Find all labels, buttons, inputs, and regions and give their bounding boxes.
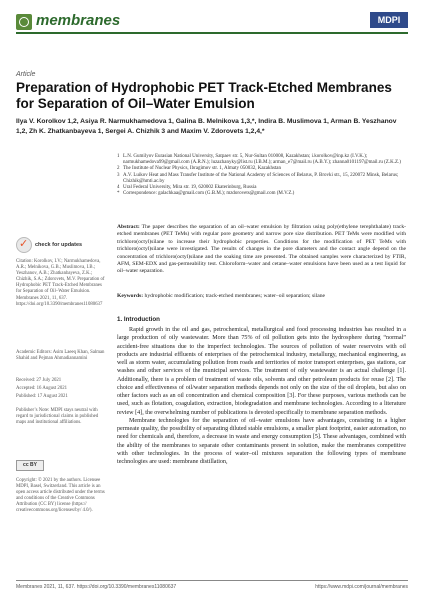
footer-url[interactable]: https://www.mdpi.com/journal/membranes [315, 584, 408, 590]
paragraph: Membrane technologies for the separation of oil–water emulsions have advantages, consisting in a higher permeate quality, the possibility of separating diluted stable emulsions, a smaller plant footprint, easier automation, no need for chemicals and, therefore, a decrease in waste and energy consumption [5]. These advantages, combined with the ability of the membranes to separate other contaminants present in solution, make the membranes competitive with other technologies. In the process of water–oil mixtures separation the following types of membrane technologies are used: membrane distillation, [117, 417, 406, 465]
correspondence: * Correspondence: galachkaa@gmail.com (G.B.M.); mzdorovets@gmail.com (M.V.Z.) [117, 191, 295, 197]
footer-citation: Membranes 2021, 11, 637. https://doi.org/10.3390/membranes11080637 [16, 584, 177, 590]
copyright: Copyright: © 2021 by the authors. Licensee MDPI, Basel, Switzerland. This article is an open access article distributed under the terms and conditions of the Creative Commons Attribution (CC BY) license (https:// creativecommons.org/licenses/by/ 4.0/). [16, 478, 105, 514]
check-icon [16, 237, 32, 253]
accepted-date: Accepted: 16 August 2021 [16, 386, 68, 391]
abstract [117, 224, 406, 276]
header-rule [16, 32, 408, 34]
article-type: Article [16, 71, 36, 78]
received-date: Received: 27 July 2021 [16, 378, 62, 383]
abstract-text: The paper describes the separation of an oil–water emulsion by filtration using poly(ethylene terephthalate) track-etched membranes (PET TeMs) with regular pore geometry and narrow pore size distribution. PET TeMs were modified with trichloro(octyl)silane to increase their hydrophobic properties. Conditions for the modification of PET TeMs with trichloro(octyl)silane were investigated. The results of changes in the pore diameters and the contact angle depend on the concentration of trichloro(octyl)silane and the soaking time are presented. The obtained samples were characterized by FTIR, AFM, SEM-EDX and gas-permeability test. Chloroform–water and cetane–water emulsions have been used as a test liquid for oil–water separation. [117, 224, 406, 275]
paragraph: Rapid growth in the oil and gas, petrochemical, metallurgical and food processing industries has resulted in a large production of oily wastewater. More than 75% of oil pollution gets into the hydrosphere during “normal” accident-free situations due to the imperfect technologies. The sources of pollution of water reservoirs with oil products are industrial effluents of enterprises of the petrochemical industry, metallurgy, mechanical engineering, as well as storm water, accumulating pollution from roads and territories of motor transport enterprises, gas stations, car washes and other services of the municipal services. The treatment of oily wastewater is an actual challenge [1]. Additionally, there is a problem of treatment of waste oils, solvents and other petroleum products for reuse [2]. The choice and effectiveness of oil/water separation methods depends not only on the size of the oil droplets, but also on other factors such as an oil concentration and chemical composition [3]. For these purposes, various methods can be used, such as flotation, coagulation, extraction, biodegradation and membrane technologies. According to a literature review [4], the overwhelming number of publications is devoted specifically to membrane separation methods. [117, 327, 406, 416]
cc-license-badge: cc BY [16, 460, 44, 471]
check-updates-button[interactable] [16, 237, 82, 253]
section-heading: 1. Introduction [117, 316, 160, 323]
author-list: Ilya V. Korolkov 1,2, Asiya R. Narmukhamedova 1, Galina B. Melnikova 1,3,*, Indira B. Muslimova 1, Arman B. Yeszhanov 1,2, Zh K. Zhatkanbayeva 1, Sergei A. Chizhik 3 and Maxim V. Zdorovets 1,2,4,* [16, 118, 397, 135]
paper-title: Preparation of Hydrophobic PET Track-Etched Membranes for Separation of Oil–Water Emulsion [16, 80, 392, 111]
body-text [117, 326, 406, 466]
academic-editors: Academic Editors: Asim Laeeq Khan, Salman Shahid and Pejman Ahmadiannamini [16, 350, 105, 362]
citation: Citation: Korolkov, I.V.; Narmukhamedova, A.R.; Melnikova, G.B.; Muslimova, I.B.; Yeszhanov, A.B.; Zhatkanbayeva, Z.K.; Chizhik, S.A.; Zdorovets, M.V. Preparation of Hydrophobic PET Track-Etched Membranes for Separation of Oil–Water Emulsion. Membranes 2021, 11, 637. https://doi.org/10.3390/membranes11080637 [16, 259, 105, 307]
keywords-text: hydrophobic modification; track-etched membranes; water–oil separation; silane [144, 293, 326, 299]
publisher-note: Publisher’s Note: MDPI stays neutral with regard to jurisdictional claims in published maps and institutional affiliations. [16, 408, 99, 426]
affiliations [117, 154, 406, 197]
affiliation-item: 4 Ural Federal University, Mira str. 19, 620002 Ekaterinburg, Russia [117, 185, 257, 191]
published-date: Published: 17 August 2021 [16, 394, 68, 399]
affiliation-item: 2 The Institute of Nuclear Physics, Ibragimov str. 1, Almaty 050032, Kazakhstan [117, 166, 282, 172]
publisher-logo: MDPI [370, 12, 408, 28]
keywords-label: Keywords: [117, 293, 144, 299]
journal-logo-icon [16, 14, 32, 30]
keywords [117, 293, 406, 300]
journal-name: membranes [36, 12, 121, 29]
check-updates-label: check for updates [35, 242, 83, 248]
footer-rule [16, 580, 408, 581]
abstract-label: Abstract: [117, 224, 140, 230]
affiliation-item: 3 A.V. Luikov Heat and Mass Transfer Institute of the National Academy of Sciences of Belarus, P. Brovki str., 15, 220072 Minsk, Belarus; Chizhik@hmti.ac.by [117, 172, 399, 184]
affiliation-item: 1 L.N. Gumilyov Eurasian National University, Satpaev str. 5, Nur-Sultan 010008, Kazakhstan; i.korolkov@inp.kz (I.V.K.); narmukhamedova99@gmail.com (A.R.N.); luzazhanyky@list.ru (I.B.M.); arman_e7@mail.ru (A.B.Y.); zhanna0101197@mail.ru (Z.K.Z.) [117, 154, 401, 166]
